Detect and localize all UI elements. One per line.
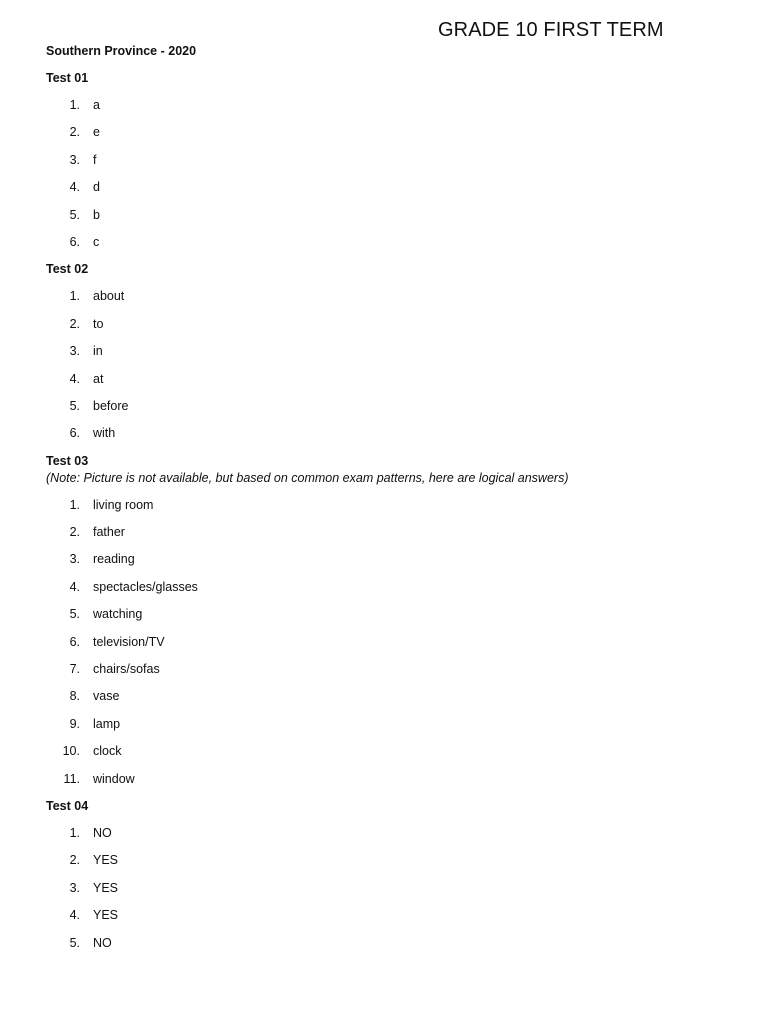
answer-list	[46, 497, 726, 798]
document-subtitle: Southern Province - 2020	[46, 44, 197, 58]
list-item	[46, 551, 726, 578]
answer-number: 10.	[62, 744, 80, 759]
list-item	[46, 716, 726, 743]
answer-text: b	[93, 207, 100, 222]
answer-number: 4.	[69, 579, 80, 594]
answer-number: 1.	[69, 98, 80, 112]
answer-text: television/TV	[93, 634, 165, 649]
test-section	[46, 453, 726, 798]
answer-text: with	[93, 426, 116, 441]
section-note: (Note: Picture is not available, but based on common exam patterns, here are logical answers)	[46, 470, 569, 485]
list-item	[46, 825, 726, 852]
list-item	[46, 852, 726, 879]
answer-text: watching	[93, 607, 143, 622]
list-item	[46, 234, 726, 261]
answer-number: 7.	[69, 662, 80, 677]
answer-text: about	[93, 289, 125, 304]
list-item	[46, 97, 726, 124]
answer-number: 5.	[69, 607, 80, 622]
answer-number: 5.	[69, 207, 80, 222]
answer-text: window	[93, 771, 135, 786]
answer-text: at	[93, 371, 104, 386]
test-section	[46, 261, 726, 452]
answer-number: 3.	[69, 152, 80, 167]
answer-text: YES	[93, 908, 119, 923]
section-heading: Test 01	[46, 71, 89, 85]
answer-number: 4.	[69, 180, 80, 195]
answer-text: f	[93, 152, 97, 167]
answer-number: 6.	[69, 634, 80, 649]
answer-text: NO	[93, 825, 112, 840]
answer-text: chairs/sofas	[93, 662, 160, 677]
answer-number: 3.	[69, 552, 80, 567]
answer-text: lamp	[93, 716, 121, 731]
list-item	[46, 634, 726, 661]
answer-list	[46, 97, 726, 261]
answer-text: a	[93, 98, 100, 112]
answer-number: 1.	[69, 497, 80, 512]
list-item	[46, 880, 726, 907]
answer-number: 2.	[69, 316, 80, 331]
list-item	[46, 398, 726, 425]
answer-number: 2.	[69, 853, 80, 868]
section-heading: Test 03	[46, 453, 89, 468]
list-item	[46, 316, 726, 343]
answer-text: c	[93, 234, 100, 249]
answer-number: 9.	[69, 716, 80, 731]
answer-number: 3.	[69, 880, 80, 895]
section-heading: Test 02	[46, 262, 89, 277]
answer-text: YES	[93, 880, 119, 895]
list-item	[46, 124, 726, 151]
answer-number: 11.	[63, 771, 80, 786]
answer-number: 3.	[69, 344, 80, 359]
list-item	[46, 524, 726, 551]
answer-number: 4.	[69, 908, 80, 923]
answer-list	[46, 825, 726, 962]
answer-number: 8.	[69, 689, 80, 704]
section-heading: Test 04	[46, 798, 89, 813]
list-item	[46, 425, 726, 452]
answer-number: 5.	[69, 935, 80, 950]
answer-number: 6.	[69, 234, 80, 249]
list-item	[46, 343, 726, 370]
test-section	[46, 798, 726, 962]
answer-text: living room	[93, 497, 154, 512]
answer-number: 1.	[69, 289, 80, 304]
answer-text: YES	[93, 853, 119, 868]
answer-text: NO	[93, 935, 112, 950]
answer-text: spectacles/glasses	[93, 579, 198, 594]
answer-number: 2.	[69, 525, 80, 540]
answer-text: to	[93, 316, 104, 331]
list-item	[46, 179, 726, 206]
answer-text: father	[93, 525, 125, 540]
answer-text: before	[93, 398, 129, 413]
list-item	[46, 497, 726, 524]
answer-text: e	[93, 125, 100, 140]
document-title: GRADE 10 FIRST TERM	[438, 19, 664, 41]
answer-number: 2.	[69, 125, 80, 140]
list-item	[46, 743, 726, 770]
list-item	[46, 288, 726, 315]
list-item	[46, 579, 726, 606]
list-item	[46, 688, 726, 715]
list-item	[46, 152, 726, 179]
answer-text: clock	[93, 744, 122, 759]
answer-number: 6.	[69, 426, 80, 441]
answer-number: 4.	[69, 371, 80, 386]
list-item	[46, 661, 726, 688]
answer-text: reading	[93, 552, 135, 567]
answer-number: 5.	[69, 398, 80, 413]
list-item	[46, 606, 726, 633]
list-item	[46, 907, 726, 934]
answer-text: vase	[93, 689, 120, 704]
answer-list	[46, 288, 726, 452]
list-item	[46, 771, 726, 798]
list-item	[46, 371, 726, 398]
answer-sections	[46, 70, 726, 962]
list-item	[46, 207, 726, 234]
answer-text: in	[93, 344, 103, 359]
list-item	[46, 935, 726, 962]
test-section	[46, 70, 726, 261]
answer-text: d	[93, 180, 100, 195]
document-body	[46, 43, 726, 962]
answer-number: 1.	[69, 825, 80, 840]
